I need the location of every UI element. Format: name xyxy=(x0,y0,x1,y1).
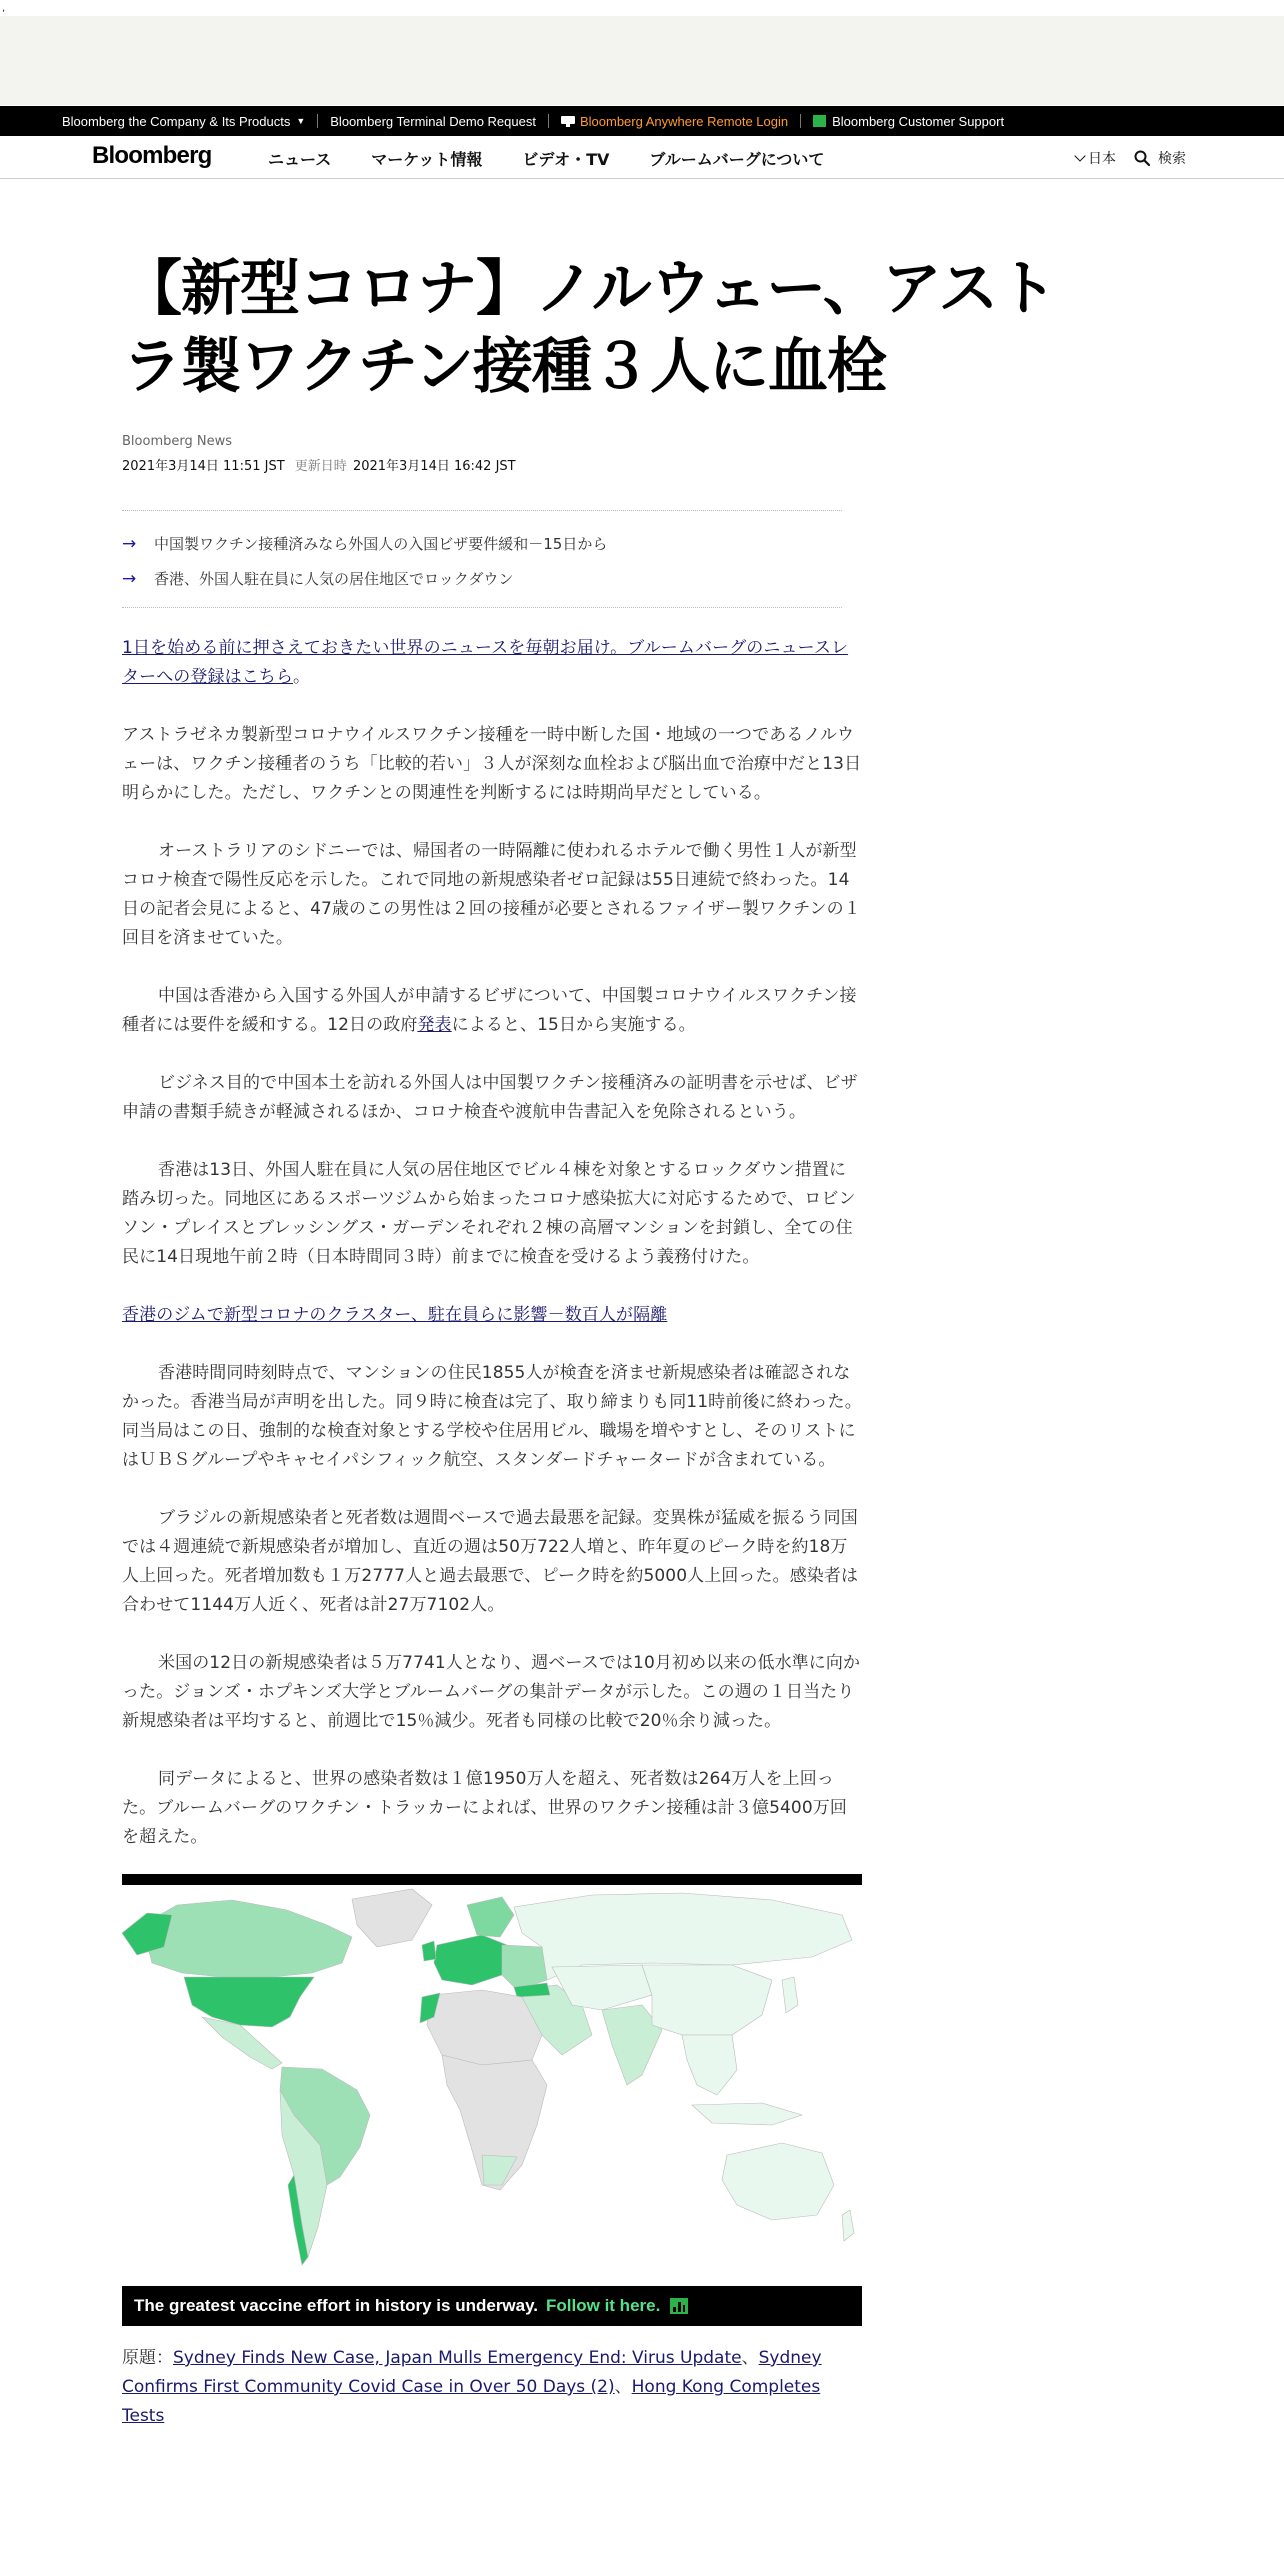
paragraph-6 xyxy=(122,1301,862,1330)
headline xyxy=(122,250,1122,406)
monitor-icon xyxy=(561,116,575,126)
search-label: 検索 xyxy=(1158,151,1186,167)
source-separator: 、 xyxy=(614,2377,632,2397)
follow-it-link[interactable]: Follow it here. xyxy=(546,2296,661,2315)
vaccine-tracker-map[interactable] xyxy=(122,1874,862,2326)
source-link-1[interactable]: Sydney Finds New Case, Japan Mulls Emergency End: Virus Update xyxy=(173,2348,742,2368)
nav-item-news[interactable]: ニュース xyxy=(268,150,332,169)
paragraph-3-text-b: によると、15日から実施する。 xyxy=(451,1015,696,1035)
paragraph-10: 同データによると、世界の感染者数は１億1950万人を超え、死者数は264万人を上回った。ブルームバーグのワクチン・トラッカーによれば、世界のワクチン接種は計３億5400万回を超えた。 xyxy=(122,1769,847,1847)
article xyxy=(122,250,1057,2448)
updated-label: 更新日時 xyxy=(294,459,347,474)
main-nav xyxy=(0,136,1284,179)
language-label: 日本 xyxy=(1088,151,1116,167)
newsletter-end: 。 xyxy=(293,667,311,687)
nav-item-about[interactable]: ブルームバーグについて xyxy=(649,150,825,169)
company-products-menu[interactable] xyxy=(62,114,305,129)
divider xyxy=(317,114,318,128)
customer-support-link[interactable] xyxy=(813,114,1004,129)
related-story[interactable] xyxy=(122,533,842,554)
region-uk xyxy=(422,1941,436,1961)
published-date: 2021年3月14日 11:51 JST xyxy=(122,459,285,474)
related-story-title: 中国製ワクチン接種済みなら外国人の入国ビザ要件緩和－15日から xyxy=(154,535,608,553)
related-stories xyxy=(122,510,842,608)
arrow-right-icon: → xyxy=(122,568,137,589)
terminal-demo-label: Bloomberg Terminal Demo Request xyxy=(330,113,536,129)
anywhere-login-label: Bloomberg Anywhere Remote Login xyxy=(579,113,789,129)
paragraph-5: 香港は13日、外国人駐在員に人気の居住地区でビル４棟を対象とするロックダウン措置に踏み切った。同地区にあるスポーツジムから始まったコロナ感染拡大に対応するためで、ロビンソン・プレイスとブレッシングス・ガーデンそれぞれ２棟の高層マンションを封鎖し、全ての住民に14日現地午前２時（日本時間同３時）前までに検査を受けるよう義務付けた。 xyxy=(122,1160,856,1267)
customer-support-label: Bloomberg Customer Support xyxy=(832,113,1005,129)
anywhere-login-link[interactable] xyxy=(561,114,788,129)
paragraph-3 xyxy=(122,982,862,1040)
vaccine-tracker-banner[interactable] xyxy=(122,2286,862,2326)
search-button[interactable] xyxy=(1134,148,1186,168)
source-separator: 、 xyxy=(741,2348,759,2368)
paragraph-4: ビジネス目的で中国本土を訪れる外国人は中国製ワクチン接種済みの証明書を示せば、ビザ申請の書類手続きが軽減されるほか、コロナ検査や渡航申告書記入を免除されるという。 xyxy=(122,1073,858,1122)
divider xyxy=(548,114,549,128)
terminal-demo-link[interactable] xyxy=(330,114,536,129)
paragraph-3-text-a: 中国は香港から入国する外国人が申請するビザについて、中国製コロナウイルスワクチン接種者には要件を緩和する。12日の政府 xyxy=(122,986,857,1035)
announcement-link[interactable]: 発表 xyxy=(417,1015,452,1035)
related-story-title: 香港、外国人駐在員に人気の居住地区でロックダウン xyxy=(154,570,514,588)
paragraph-2: オーストラリアのシドニーでは、帰国者の一時隔離に使われるホテルで働く男性１人が新型コロナ検査で陽性反応を示した。これで同地の新規感染者ゼロ記録は55日連続で終わった。14日の記者会見によると、47歳のこの男性は２回の接種が必要とされるファイザー製ワクチンの１回目を済ませていた。 xyxy=(122,841,861,948)
nav-right xyxy=(1076,148,1186,168)
paragraph-8: ブラジルの新規感染者と死者数は週間ベースで過去最悪を記録。変異株が猛威を振るう同国では４週連続で新規感染者が増加し、直近の週は50万722人増と、昨年夏のピーク時を約18万人上回った。死者増加数も１万2777人と過去最悪で、ピーク時を約5000人上回った。感染者は合わせて1144万人近く、死者は計27万7102人。 xyxy=(122,1508,859,1615)
gym-cluster-link[interactable]: 香港のジムで新型コロナのクラスター、駐在員らに影響－数百人が隔離 xyxy=(122,1305,668,1325)
paragraph-9: 米国の12日の新規感染者は５万7741人となり、週ベースでは10月初め以来の低水準に向かった。ジョンズ・ホプキンズ大学とブルームバーグの集計データが示した。この週の１日当たり新規感染者は平均すると、前週比で15％減少。死者も同様の比較で20％余り減った。 xyxy=(122,1653,861,1731)
source-link-3[interactable]: Hong Kong Completes Tests xyxy=(122,2377,821,2426)
bar-chart-icon xyxy=(670,2298,688,2314)
newsletter-paragraph xyxy=(122,634,862,692)
chevron-down-icon xyxy=(1074,150,1085,161)
nav-item-video-tv[interactable]: ビデオ・TV xyxy=(522,150,610,169)
newsletter-link[interactable]: 1日を始める前に押さえておきたい世界のニュースを毎朝お届け。ブルームバーグのニュースレターへの登録はこちら xyxy=(122,638,849,687)
corner-mark: , xyxy=(2,3,6,14)
vaccine-banner-text: The greatest vaccine effort in history is underway. xyxy=(134,2296,539,2315)
bloomberg-logo[interactable]: Bloomberg xyxy=(92,142,212,169)
related-story[interactable] xyxy=(122,568,842,589)
source-label: 原題： xyxy=(122,2348,173,2368)
nav-item-markets[interactable]: マーケット情報 xyxy=(371,150,483,169)
top-bar xyxy=(0,106,1284,136)
headline-line-2: ラ製ワクチン接種３人に血栓 xyxy=(122,332,886,402)
map-top-bar xyxy=(122,1874,862,1885)
byline: Bloomberg News xyxy=(122,434,232,449)
updated-date: 2021年3月14日 16:42 JST xyxy=(352,459,516,474)
world-map xyxy=(122,1885,862,2286)
dates xyxy=(122,455,862,474)
headline-line-1: 【新型コロナ】ノルウェー、アスト xyxy=(122,254,1057,324)
source-link-2[interactable]: Sydney Confirms First Community Covid Case in Over 50 Days (2) xyxy=(122,2348,822,2397)
support-icon xyxy=(813,115,826,127)
triangle-down-icon: ▼ xyxy=(296,116,306,126)
language-selector[interactable] xyxy=(1076,148,1116,168)
nav-items xyxy=(268,147,824,170)
arrow-right-icon: → xyxy=(122,533,137,554)
search-icon xyxy=(1134,150,1150,166)
company-products-label: Bloomberg the Company & Its Products xyxy=(62,113,291,129)
ad-banner xyxy=(0,16,1284,105)
source-line xyxy=(122,2344,862,2431)
paragraph-7: 香港時間同時刻時点で、マンションの住民1855人が検査を済ませ新規感染者は確認されなかった。香港当局が声明を出した。同９時に検査は完了、取り締まりも同11時前後に終わった。同当局はこの日、強制的な検査対象とする学校や住居用ビル、職場を増やすとし、そのリストにはＵＢＳグループやキャセイパシフィック航空、スタンダードチャータードが含まれている。 xyxy=(122,1363,862,1470)
paragraph-1: アストラゼネカ製新型コロナウイルスワクチン接種を一時中断した国・地域の一つであるノルウェーは、ワクチン接種者のうち「比較的若い」３人が深刻な血栓および脳出血で治療中だと13日明らかにした。ただし、ワクチンとの関連性を判断するには時期尚早だとしている。 xyxy=(122,725,862,803)
divider xyxy=(800,114,801,128)
